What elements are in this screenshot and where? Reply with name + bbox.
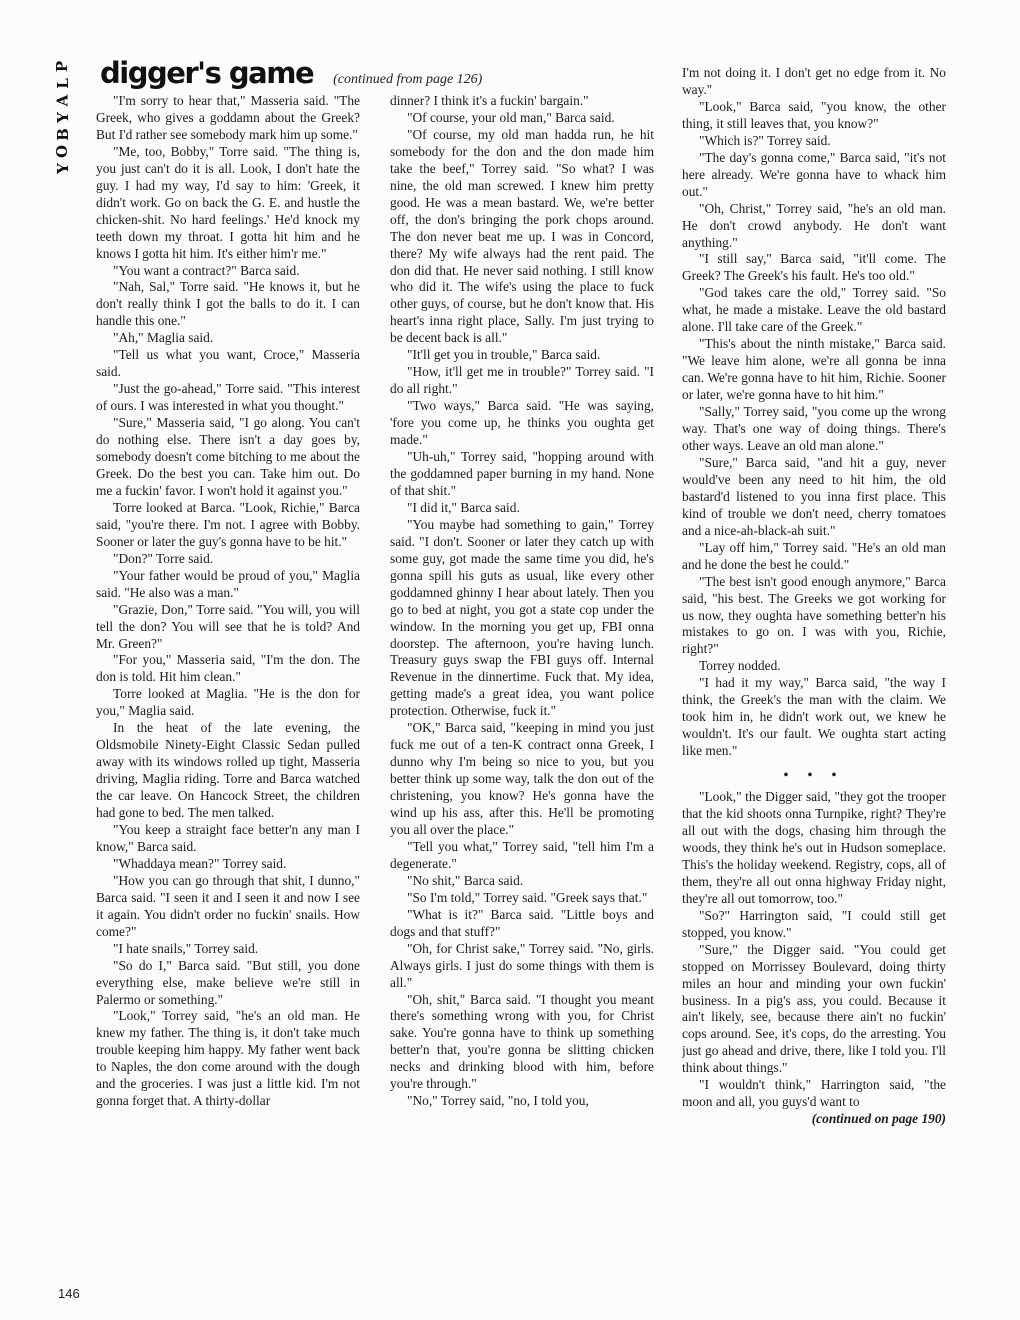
paragraph: "Just the go-ahead," Torre said. "This interest of ours. I was interested in what you thought." — [96, 381, 360, 414]
continued-from: (continued from page 126) — [333, 72, 483, 87]
paragraph: "What is it?" Barca said. "Little boys and dogs and that stuff?" — [390, 906, 654, 939]
paragraph: "I wouldn't think," Harrington said, "the moon and all, you guys'd want to — [682, 1077, 946, 1110]
paragraph: "Tell you what," Torrey said, "tell him I'm a degenerate." — [390, 838, 654, 871]
paragraph: "How you can go through that shit, I dunno," Barca said. "I seen it and I seen it and now I see it again. You didn't order no fuckin' snails. How come?" — [96, 872, 360, 939]
magazine-letter: Y — [53, 112, 72, 123]
magazine-letter: L — [53, 78, 72, 89]
paragraph: "Your father would be proud of you," Maglia said. "He also was a man." — [96, 567, 360, 600]
paragraph: "I still say," Barca said, "it'll come. The Greek? The Greek's his fault. He's too old." — [682, 251, 946, 284]
paragraph: "Ah," Maglia said. — [113, 330, 214, 346]
paragraph: "I had it my way," Barca said, "the way I think, the Greek's the man with the claim. We took him in, he didn't work out, we knew he wouldn't. It's our fault. We oughta start acting like men." — [682, 675, 946, 759]
magazine-letter: P — [53, 60, 72, 73]
paragraph: "Uh-uh," Torrey said, "hopping around with the goddamned paper burning in my hand. None of that shit." — [390, 449, 654, 498]
paragraph: Torre looked at Barca. "Look, Richie," Barca said, "you're there. I'm not. I agree with Bobby. Sooner or later the guy's gonna have to be hit." — [96, 499, 360, 549]
magazine-name-vertical — [52, 58, 76, 177]
article-header — [100, 58, 660, 92]
paragraph: "You want a contract?" Barca said. — [113, 262, 300, 278]
paragraph: "Sure," Masseria said, "I go along. You can't do nothing else. There isn't a day goes by, somebody doesn't come bitching to me about the Greek. Do the best you can. Take him out. Do me a fuckin' favor. I won't hold it against you." — [96, 415, 360, 498]
paragraph: "Lay off him," Torrey said. "He's an old man and he done the best he could." — [682, 539, 946, 572]
paragraph: "Which is?" Torrey said. — [699, 132, 831, 148]
paragraph: "The day's gonna come," Barca said, "it's not here already. We're gonna have to whack him out." — [682, 149, 946, 199]
article-title: digger's game — [100, 56, 314, 90]
paragraph: "It'll get you in trouble," Barca said. — [407, 347, 601, 363]
continued-on: (continued on page 190) — [811, 1111, 946, 1127]
paragraph: "Oh, for Christ sake," Torrey said. "No, girls. Always girls. I just do some things with them is all." — [390, 940, 654, 990]
paragraph: "OK," Barca said, "keeping in mind you just fuck me out of a ten-K contract onna Greek, I dunno why I'm being so nice to you, but you better think up some way, talk the don out of the christening, you know? He's gonna have the wind up his ass, after this. He'll be promoting you all over the place." — [390, 720, 654, 837]
paragraph: "This's about the ninth mistake," Barca said. "We leave him alone, we're all gonna be inna can. We're gonna have to hit him, Richie. Sooner or later, we're gonna have to hit him." — [682, 336, 946, 403]
magazine-letter: Y — [53, 163, 72, 174]
paragraph: "So do I," Barca said. "But still, you done everything else, make believe we're still in Palermo or something." — [96, 957, 360, 1007]
paragraph: "So I'm told," Torrey said. "Greek says that." — [407, 889, 648, 905]
text-column-1 — [96, 93, 360, 1293]
paragraph: Torre looked at Maglia. "He is the don for you," Maglia said. — [96, 686, 360, 719]
paragraph: "Two ways," Barca said. "He was saying, 'fore you come up, he thinks you oughta get made." — [390, 398, 654, 448]
paragraph: "Oh, shit," Barca said. "I thought you meant there's something wrong with you, for Christ sake. You're gonna have to think up something better'n that, you're gonna be slitting chicken necks and drinking blood with him, before you're through." — [390, 991, 654, 1092]
paragraph: "No shit," Barca said. — [407, 872, 524, 888]
paragraph: In the heat of the late evening, the Oldsmobile Ninety-Eight Classic Sedan pulled away with its windows rolled up tight, Masseria driving, Maglia riding. Torre and Barca watched the car leave. On Hancock Street, the children had gone to bed. The men talked. — [96, 720, 360, 821]
paragraph: "Sally," Torrey said, "you come up the wrong way. That's one way of doing things. There's other ways. Leave an old man alone." — [682, 404, 946, 453]
paragraph: I'm not doing it. I don't get no edge from it. No way." — [682, 65, 946, 97]
paragraph: "Tell us what you want, Croce," Masseria said. — [96, 347, 360, 380]
paragraph: "Sure," the Digger said. "You could get stopped on Morrissey Boulevard, doing thirty miles an hour and minding your own fuckin' business. In a pig's ass, you could. Because it ain't likely, see, because there ain't no fuckin' cops around. See, it's cops, do the arresting. You just go ahead and drive, there, like I told you. I'll think about things." — [682, 941, 946, 1076]
paragraph: "Oh, Christ," Torrey said, "he's an old man. He don't crowd anybody. He don't want anything." — [682, 200, 946, 250]
paragraph: "For you," Masseria said, "I'm the don. The don is told. Hit him clean." — [96, 652, 360, 685]
paragraph: "No," Torrey said, "no, I told you, — [407, 1093, 589, 1109]
paragraph: "Look," the Digger said, "they got the trooper that the kid shoots onna Turnpike, right? They're all out with the dogs, chasing him through the woods, they think he's out in Hudson someplace. This's the holiday weekend. Registry, cops, all of them, they're all out onna highway Friday night, they're all out tomorrow, too." — [682, 789, 946, 906]
paragraph: "Look," Barca said, "you know, the other thing, it still leaves that, you know?" — [682, 98, 946, 131]
paragraph: "I did it," Barca said. — [407, 499, 520, 515]
paragraph: "Grazie, Don," Torre said. "You will, you will tell the don? You will see that he is told? And Mr. Green?" — [96, 601, 360, 651]
paragraph: "Look," Torrey said, "he's an old man. He knew my father. The thing is, it don't take much trouble keeping him happy. My father went back to Naples, the don come around with the dough and the groceries. I was just a little kid. I'm not gonna forget that. A thirty-dollar — [96, 1008, 360, 1109]
magazine-letter: A — [53, 94, 72, 107]
paragraph: "Whaddaya mean?" Torrey said. — [113, 855, 287, 871]
paragraph: "I'm sorry to hear that," Masseria said. "The Greek, who gives a goddamn about the Greek? But I'd rather see somebody mark him up some." — [96, 93, 360, 142]
magazine-letter: B — [53, 128, 72, 141]
paragraph: "Sure," Barca said, "and hit a guy, never would've been any need to hit him, the old bastard'd listened to you inna first place. This kind of trouble we don't need, cherry tomatoes and a nice-ah-black-ah suit." — [682, 454, 946, 538]
magazine-letter: O — [53, 144, 72, 159]
section-break: • • • — [783, 767, 845, 783]
page-number: 146 — [58, 1286, 80, 1301]
paragraph: "So?" Harrington said, "I could still get stopped, you know." — [682, 907, 946, 940]
paragraph: "God takes care the old," Torrey said. "So what, he made a mistake. Leave the old bastard alone. I'll take care of the Greek." — [682, 285, 946, 335]
paragraph: "How, it'll get me in trouble?" Torrey said. "I do all right." — [390, 364, 654, 397]
paragraph: "The best isn't good enough anymore," Barca said, "his best. The Greeks we got working for us now, they oughta have something better'n his mistakes to go on. I was with you, Richie, right?" — [682, 573, 946, 657]
paragraph: "You keep a straight face better'n any man I know," Barca said. — [96, 821, 360, 854]
paragraph: dinner? I think it's a fuckin' bargain." — [390, 93, 589, 108]
paragraph: "Me, too, Bobby," Torre said. "The thing is, you just can't do it is all. Look, I don't hate the guy. I had my way, I'd say to him: 'Greek, it didn't work. Go on back the G. E. and hustle the chicken-shit. No hard feelings.' He'd knock my teeth down my throat. I gotta hit him and he knows I gotta hit him. It's either him'r me." — [96, 143, 360, 261]
text-column-2 — [390, 93, 654, 1293]
paragraph: "Nah, Sal," Torre said. "He knows it, but he don't really think I got the balls to do it. I can handle this one." — [96, 279, 360, 329]
paragraph: "Of course, your old man," Barca said. — [407, 109, 615, 125]
paragraph: "I hate snails," Torrey said. — [113, 940, 259, 956]
paragraph: "You maybe had something to gain," Torrey said. "I don't. Sooner or later they catch up with some guy, got made the same time you did, he's gonna spill his guts as usual, like every other goddamned ghinny I hear about lately. Then you go to bed at night, you got a state cop under the window. In the morning you get up, FBI onna doorstep. The afternoon, you're having lunch. Treasury guys swap the FBI guys off. Internal Revenue in the dinnertime. Fuck that. My idea, getting made's a great idea, you want police protection. Otherwise, fuck it." — [390, 516, 654, 719]
paragraph: "Don?" Torre said. — [113, 550, 214, 566]
paragraph: Torrey nodded. — [699, 658, 781, 674]
paragraph: "Of course, my old man hadda run, he hit somebody for the don and the don made him take the beef," Torrey said. "So what? I was nine, the old man screwed. I knew him pretty good. He was a mean bastard. We, we're better off, the don's bringing the pork chops around. The don never beat me up. I was in Concord, there? My wife always had the rent paid. The don did that. He never said nothing. I still know who did it. The wife's using the place to fuck other guys, of course, but he don't know that. His heart's inna right place, Sally. I'm just trying to be decent back is all." — [390, 126, 654, 346]
text-column-3 — [682, 65, 946, 1265]
